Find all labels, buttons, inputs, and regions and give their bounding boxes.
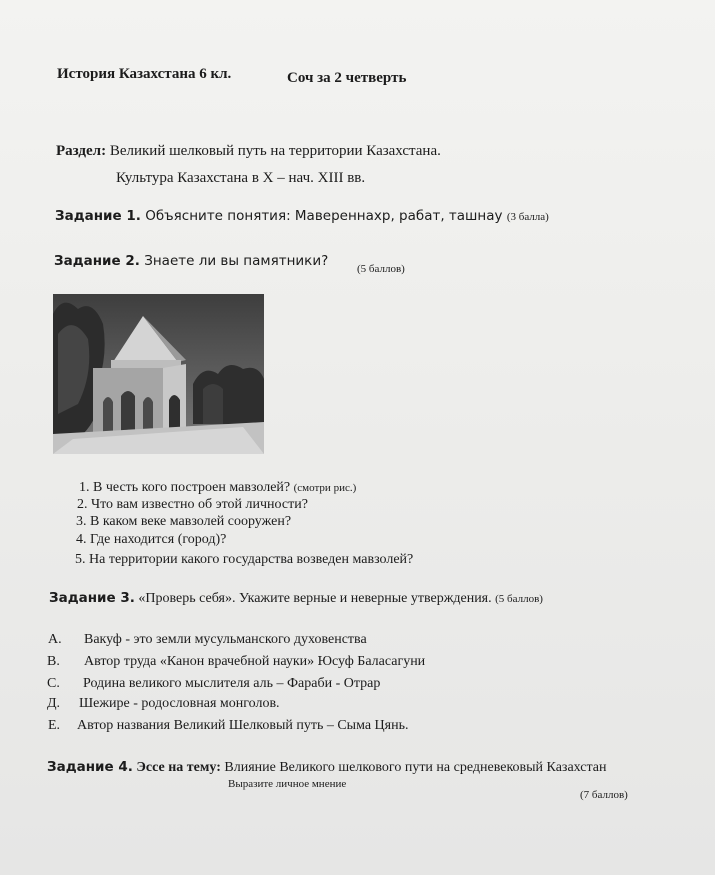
task-4-points: (7 баллов): [580, 789, 628, 801]
statement-c: [47, 676, 380, 692]
statement-b: [47, 654, 425, 670]
question-1: [79, 480, 356, 496]
statement-d: [47, 696, 280, 712]
statement-a: [48, 632, 367, 648]
statement-d-letter: Д.: [47, 696, 61, 711]
question-3: 3. В каком веке мавзолей сооружен?: [76, 514, 292, 529]
question-5: 5. На территории какого государства возведен мавзолей?: [75, 552, 414, 567]
statement-e: [48, 718, 409, 734]
task-3-points: (5 баллов): [495, 593, 543, 605]
statement-a-text: Вакуф - это земли мусульманского духовенства: [84, 632, 367, 647]
task-2-text: Знаете ли вы памятники?: [144, 253, 329, 269]
statement-c-letter: С.: [47, 676, 60, 691]
statement-c-text: Родина великого мыслителя аль – Фараби - Отрар: [83, 676, 381, 691]
exam-title: Соч за 2 четверть: [287, 70, 407, 86]
subject-title: История Казахстана 6 кл.: [57, 66, 232, 82]
mausoleum-image: [53, 294, 264, 454]
task-4-text: Влияние Великого шелкового пути на средневековый Казахстан: [224, 760, 607, 775]
question-2: 2. Что вам известно об этой личности?: [77, 497, 308, 512]
task-4-note: Выразите личное мнение: [228, 778, 347, 790]
statement-e-text: Автор названия Великий Шелковый путь – Сыма Цянь.: [77, 718, 409, 733]
statement-d-text: Шежире - родословная монголов.: [79, 696, 280, 711]
task-2: [54, 253, 328, 269]
statement-b-letter: В.: [47, 654, 60, 669]
task-4: [47, 759, 606, 776]
task-4-topic-label: Эссе на тему:: [136, 760, 221, 775]
task-3-label: Задание 3.: [49, 590, 135, 606]
task-3: [49, 590, 543, 607]
section-text-1: Великий шелковый путь на территории Казахстана.: [109, 143, 441, 159]
statement-b-text: Автор труда «Канон врачебной науки» Юсуф Баласагуни: [84, 654, 426, 669]
statement-e-letter: Е.: [48, 718, 61, 733]
question-4: 4. Где находится (город)?: [76, 532, 227, 547]
task-1: [55, 208, 549, 224]
task-1-points: (3 балла): [506, 211, 549, 223]
task-1-label: Задание 1.: [55, 208, 141, 224]
task-2-label: Задание 2.: [54, 253, 140, 269]
task-2-points: (5 баллов): [357, 263, 405, 275]
statement-a-letter: А.: [48, 632, 62, 647]
section-line-1: [56, 143, 441, 160]
section-line-2: Культура Казахстана в X – нач. XIII вв.: [116, 170, 366, 186]
task-1-text: Объясните понятия: Мавереннахр, рабат, ташнау: [145, 208, 503, 224]
question-1-text: 1. В честь кого построен мавзолей?: [79, 480, 291, 495]
task-4-label: Задание 4.: [47, 759, 133, 775]
task-3-text: «Проверь себя». Укажите верные и неверные утверждения.: [138, 591, 492, 606]
question-1-note: (смотри рис.): [293, 482, 357, 494]
section-label: Раздел:: [56, 143, 107, 159]
mausoleum-photo: [53, 294, 264, 454]
